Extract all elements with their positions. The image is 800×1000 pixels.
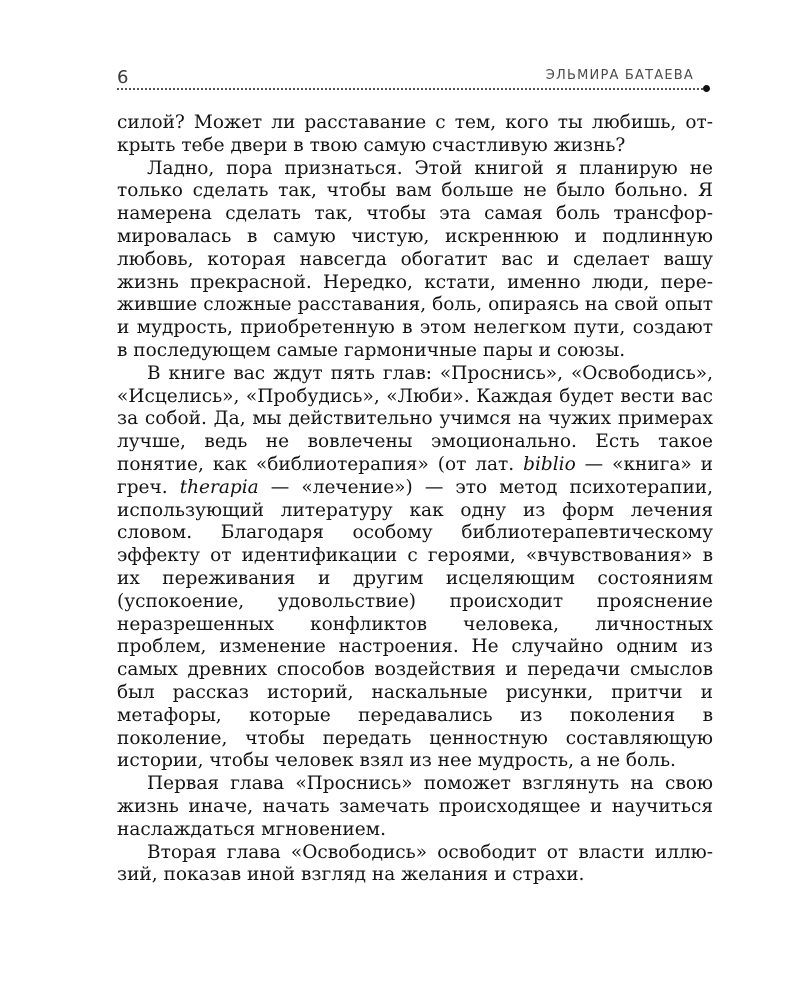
page-number: 6 [117, 67, 129, 88]
paragraph-3-part-3: — «лечение») — это метод психотерапии, использующий литературу как одну из форм лечения словом. Благодаря особому библиотерапевтическому эффекту от идентификации с героями, «вчувствования» в их переживания и другим исцеляющим состояниям (успокоение, удовольствие) происходит прояснение неразрешенных конфликтов человека, личностных проблем, изменение настроения. Не случайно одним из самых древних способов воздействия и передачи смыслов был рассказ историй, наскальные рисунки, притчи и метафоры, которые передавались из поколения в поколение, чтобы передать ценностную составляющую истории, чтобы человек взял из нее мудрость, а не боль. [117, 476, 713, 772]
paragraph-3-part-2: — «книга» и греч. [117, 453, 713, 498]
rule-end-dot [703, 85, 710, 92]
term-therapia: therapia [179, 476, 259, 498]
paragraph-2: Ладно, пора признаться. Этой книгой я планирую не только сделать так, чтобы вам больше не было больно. Я намерена сделать так, чтобы эта самая боль трансформировалась в самую чистую, искреннюю и подлинную любовь, которая навсегда обогатит вас и сделает вашу жизнь прекрасной. Нередко, кстати, именно люди, пережившие сложные расставания, боль, опираясь на свой опыт и мудрость, приобретенную в этом нелегком пути, создают в последующем самые гармоничные пары и союзы. [117, 157, 713, 361]
term-biblio: biblio [523, 453, 576, 475]
paragraph-1: силой? Может ли расставание с тем, кого ты любишь, открыть тебе двери в твою самую счастливую жизнь? [117, 112, 713, 156]
paragraph-3 [117, 363, 713, 773]
paragraph-3-part-1: В книге вас ждут пять глав: «Проснись», «Освободись», «Исцелись», «Пробудись», «Люби». Каждая будет вести вас за собой. Да, мы действительно учимся на чужих примерах лучше, ведь не вовлечены эмоционально. Есть такое понятие, как «библиотерапия» (от лат. [117, 362, 713, 475]
paragraph-4: Первая глава «Проснись» поможет взглянуть на свою жизнь иначе, начать замечать происходящее и научиться наслаждаться мгновением. [117, 773, 713, 840]
dotted-rule [117, 88, 707, 90]
paragraph-5: Вторая глава «Освободись» освободит от власти иллюзий, показав иной взгляд на желания и страхи. [117, 841, 713, 886]
page-header [117, 66, 710, 92]
running-head-author: ЭЛЬМИРА БАТАЕВА [545, 68, 694, 83]
body-text [117, 112, 713, 887]
